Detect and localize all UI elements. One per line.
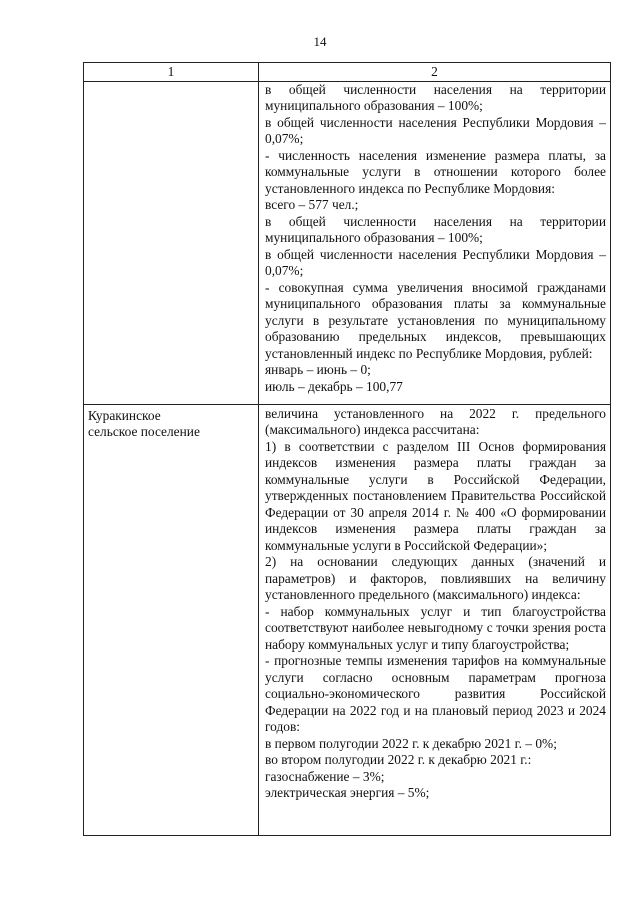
paragraph: 2) на основании следующих данных (значений и параметров) и факторов, повлиявших на величину установленного предельного (максимального) индекса: xyxy=(265,554,606,602)
paragraph: величина установленного на 2022 г. предельного (максимального) индекса рассчитана: xyxy=(265,405,606,437)
paragraph: электрическая энергия – 5%; xyxy=(265,785,430,800)
description-cell xyxy=(259,81,611,404)
paragraph: 1) в соответствии с разделом III Основ формирования индексов изменения размера платы граждан за коммунальные услуги в Российской Федерации, утвержденных постановлением Правительства Российской Федерации от 30 апреля 2014 г. № 400 «О формировании индексов изменения размера платы граждан за коммунальные услуги в Российской Федерации»; xyxy=(265,438,606,553)
paragraph: газоснабжение – 3%; xyxy=(265,768,385,784)
paragraph: январь – июнь – 0; xyxy=(265,362,371,377)
column-header-1: 1 xyxy=(84,63,259,82)
table-row xyxy=(84,404,611,835)
municipality-cell xyxy=(84,404,259,835)
paragraph: во втором полугодии 2022 г. к декабрю 2021 г.: xyxy=(265,752,532,767)
municipality-type: сельское поселение xyxy=(88,424,200,439)
paragraph: - прогнозные темпы изменения тарифов на коммунальные услуги согласно основным параметрам прогноза социально-экономического развития Российской Федерации на 2022 год и на плановый период 2023 и 2024 годов: xyxy=(265,653,606,734)
paragraph: - набор коммунальных услуг и тип благоустройства соответствуют наиболее невыгодному с точки зрения роста набору коммунальных услуг и типу благоустройства; xyxy=(265,603,606,652)
paragraph: всего – 577 чел.; xyxy=(265,197,359,212)
page-number: 14 xyxy=(313,34,327,49)
table-header-row xyxy=(84,63,611,82)
document-table xyxy=(83,62,611,836)
municipality-cell xyxy=(84,81,259,404)
paragraph: в общей численности населения Республики Мордовия – 0,07%; xyxy=(265,246,606,278)
column-header-2: 2 xyxy=(259,63,611,82)
paragraph: июль – декабрь – 100,77 xyxy=(265,378,403,394)
paragraph: - численность населения изменение размера платы, за коммунальные услуги в отношении которого более установленного индекса по Республике Мордовия: xyxy=(265,147,606,196)
paragraph: в общей численности населения на территории муниципального образования – 100%; xyxy=(265,81,606,113)
table-row xyxy=(84,81,611,404)
paragraph: в первом полугодии 2022 г. к декабрю 2021 г. – 0%; xyxy=(265,735,557,751)
description-cell xyxy=(259,404,611,835)
paragraph: в общей численности населения Республики Мордовия – 0,07%; xyxy=(265,114,606,146)
paragraph: в общей численности населения на территории муниципального образования – 100%; xyxy=(265,213,606,245)
paragraph: - совокупная сумма увеличения вносимой гражданами муниципального образования платы за коммунальные услуги в результате установления по муниципальному образованию предельных индексов, превышающих установленный индекс по Республике Мордовия, рублей: xyxy=(265,279,606,361)
municipality-name: Куракинское xyxy=(88,407,161,423)
